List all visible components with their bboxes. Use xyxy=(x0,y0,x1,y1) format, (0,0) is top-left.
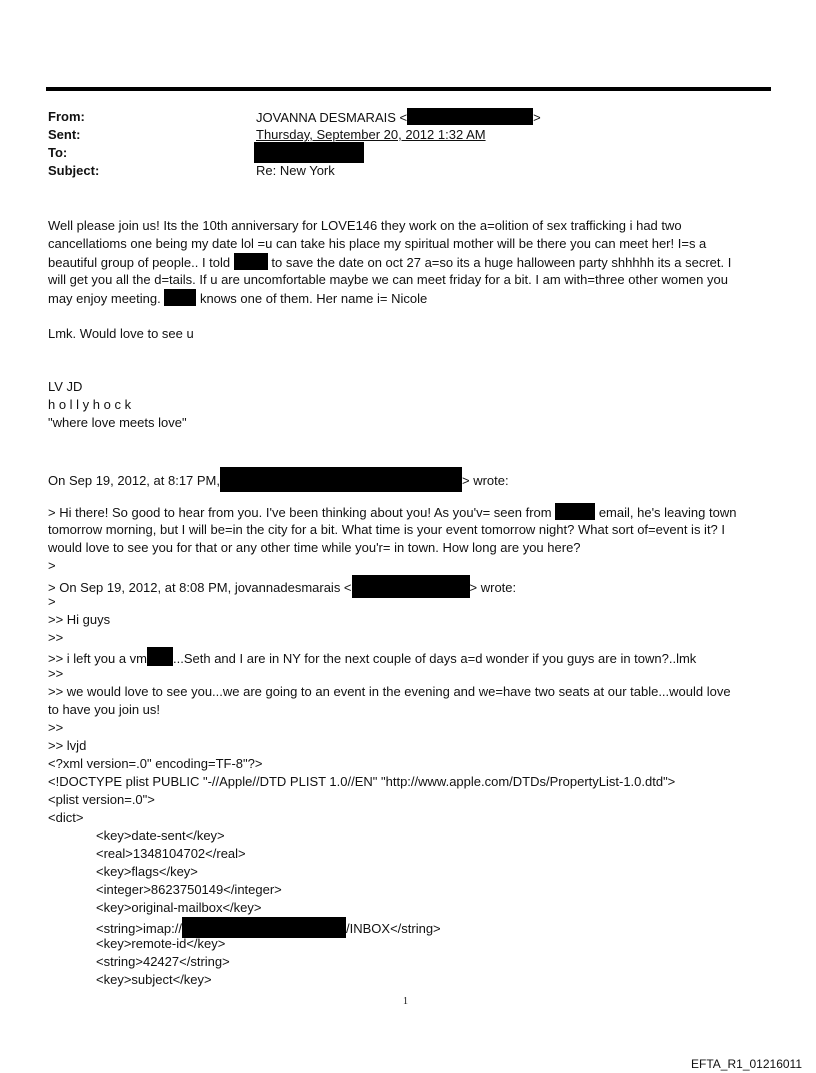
page-number: 1 xyxy=(403,996,408,1007)
xml-line: <string>42427</string> xyxy=(96,954,230,969)
sent-label: Sent: xyxy=(48,127,81,142)
text-segment: /INBOX</string> xyxy=(346,921,441,936)
from-value xyxy=(256,108,541,127)
quote-line: would love to see you for that or any other time while you'r= in town. How long are you here? xyxy=(48,540,581,555)
quote-line: >> Hi guys xyxy=(48,612,111,627)
xml-line: <key>date-sent</key> xyxy=(96,828,225,843)
xml-line: <?xml version=.0" encoding=TF-8"?> xyxy=(48,756,263,771)
body-line: Lmk. Would love to see u xyxy=(48,326,194,341)
text-segment: > wrote: xyxy=(469,580,517,595)
to-label: To: xyxy=(48,145,68,160)
text-segment: <string>imap:// xyxy=(96,921,182,936)
redaction-box xyxy=(147,647,173,666)
quote-line: >> xyxy=(48,720,64,735)
text-segment: to save the date on oct 27 a=so its a huge halloween party shhhhh its a secret. I xyxy=(267,255,732,270)
redaction-box xyxy=(220,467,462,492)
header-rule xyxy=(46,87,771,91)
quote-line xyxy=(48,503,736,522)
redaction-box xyxy=(407,108,533,125)
body-line xyxy=(48,289,427,308)
text-segment: beautiful group of people.. I told xyxy=(48,255,234,270)
signature-line: LV JD xyxy=(48,379,83,394)
from-label: From: xyxy=(48,109,85,124)
text-segment: > Hi there! So good to hear from you. I've been thinking about you! As you'v= seen from xyxy=(48,505,556,520)
quote-line: tomorrow morning, but I will be=in the city for a bit. What time is your event tomorrow night? What sort of=event is it? I xyxy=(48,522,726,537)
text-segment: may enjoy meeting. xyxy=(48,291,165,306)
quote-line: >> xyxy=(48,630,64,645)
signature-line: "where love meets love" xyxy=(48,415,187,430)
redaction-box xyxy=(352,575,470,598)
text-segment: On Sep 19, 2012, at 8:17 PM, xyxy=(48,473,221,488)
redaction-box xyxy=(555,503,595,520)
bates-number: EFTA_R1_01216011 xyxy=(691,1057,802,1071)
text-segment: > On Sep 19, 2012, at 8:08 PM, jovannadesmarais < xyxy=(48,580,352,595)
quote-line xyxy=(48,647,696,668)
redaction-box xyxy=(234,253,268,270)
text-segment: email, he's leaving town xyxy=(595,505,737,520)
subject-value: Re: New York xyxy=(256,163,335,178)
xml-line: <plist version=.0"> xyxy=(48,792,155,807)
quote-line: > xyxy=(48,594,56,609)
body-line: cancellatioms one being my date lol =u can take his place my spiritual mother will be there you can meet her! I=s a xyxy=(48,236,707,251)
quote-line xyxy=(48,575,516,598)
xml-line: <real>1348104702</real> xyxy=(96,846,246,861)
xml-line: <key>flags</key> xyxy=(96,864,198,879)
xml-line: <dict> xyxy=(48,810,84,825)
text-segment: >> i left you a vm xyxy=(48,651,147,666)
text-segment: ...Seth and I are in NY for the next couple of days a=d wonder if you guys are in town?..lmk xyxy=(173,651,697,666)
xml-line: <key>remote-id</key> xyxy=(96,936,226,951)
xml-line: <!DOCTYPE plist PUBLIC "-//Apple//DTD PLIST 1.0//EN" "http://www.apple.com/DTDs/PropertyList-1.0.dtd"> xyxy=(48,774,676,789)
xml-line: <key>original-mailbox</key> xyxy=(96,900,262,915)
from-close: > xyxy=(533,110,541,125)
body-line xyxy=(48,253,731,272)
from-name: JOVANNA DESMARAIS < xyxy=(256,110,408,125)
quote-line: to have you join us! xyxy=(48,702,161,717)
text-segment: > wrote: xyxy=(462,473,509,488)
quote-line: > xyxy=(48,558,56,573)
signature-line: h o l l y h o c k xyxy=(48,397,132,412)
quote-intro xyxy=(48,467,509,492)
body-line: will get you all the d=tails. If u are uncomfortable maybe we can meet friday for a bit. I am with=three other women you xyxy=(48,272,728,287)
xml-line: <key>subject</key> xyxy=(96,972,212,987)
xml-line: <integer>8623750149</integer> xyxy=(96,882,282,897)
redaction-box xyxy=(164,289,196,306)
text-segment: knows one of them. Her name i= Nicole xyxy=(196,291,428,306)
sent-value: Thursday, September 20, 2012 1:32 AM xyxy=(256,127,486,142)
quote-line: >> we would love to see you...we are going to an event in the evening and we=have two seats at our table...would love xyxy=(48,684,731,699)
subject-label: Subject: xyxy=(48,163,100,178)
quote-line: >> lvjd xyxy=(48,738,87,753)
quote-line: >> xyxy=(48,666,64,681)
to-redaction xyxy=(254,142,364,163)
body-line: Well please join us! Its the 10th anniversary for LOVE146 they work on the a=olition of sex trafficking i had two xyxy=(48,218,682,233)
